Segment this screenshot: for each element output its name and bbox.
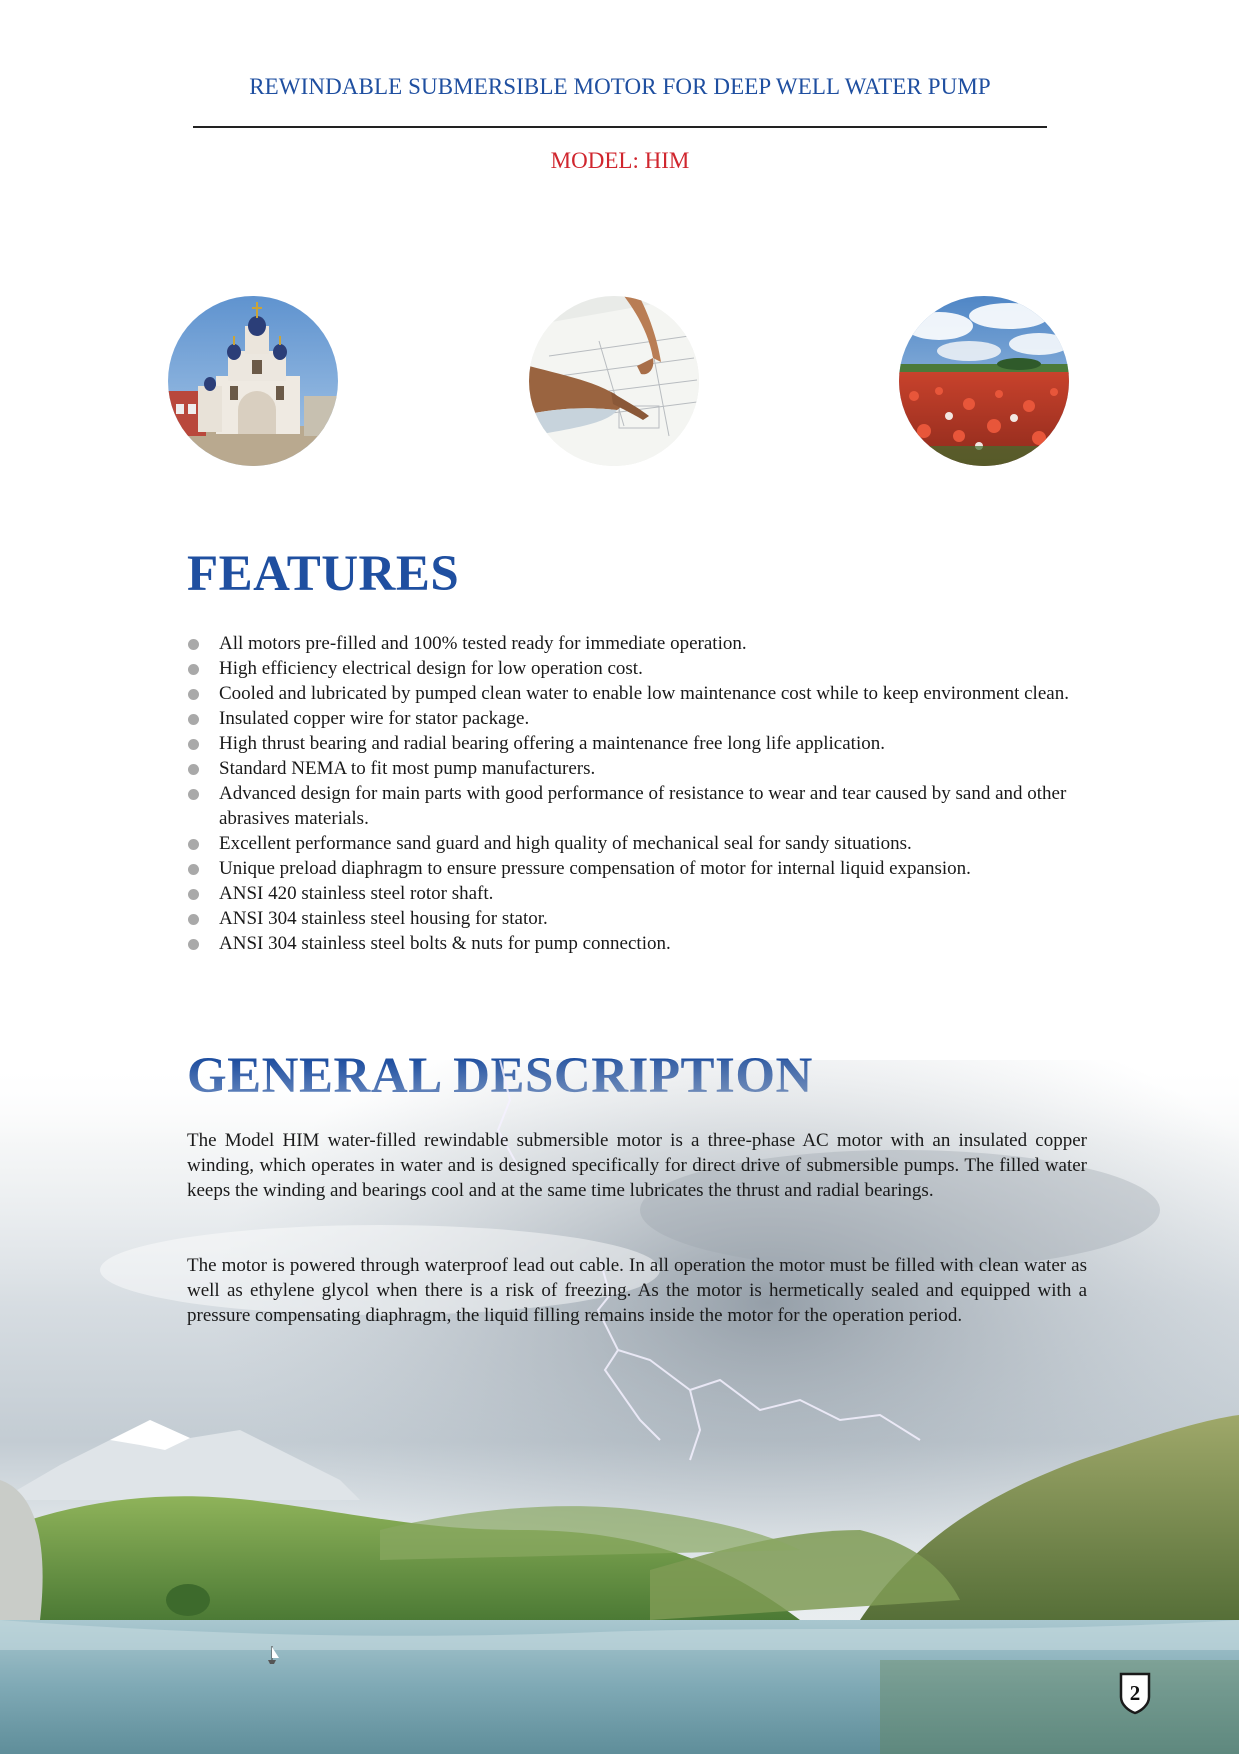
list-item: Unique preload diaphragm to ensure pressure compensation of motor for internal liquid expansion. — [187, 856, 1087, 881]
page-number: 2 — [1129, 1681, 1141, 1705]
description-paragraph-1: The Model HIM water-filled rewindable submersible motor is a three-phase AC motor with an insulated copper winding, which operates in water and is designed specifically for direct drive of submersible pumps. The filled water keeps the winding and bearings cool and at the same time lubricates the thrust and radial bearings. — [187, 1130, 1087, 1201]
list-item: ANSI 420 stainless steel rotor shaft. — [187, 881, 1087, 906]
hands-blueprint-photo — [529, 296, 699, 466]
features-list — [187, 631, 1087, 956]
list-item: ANSI 304 stainless steel bolts & nuts for pump connection. — [187, 931, 1087, 956]
description-paragraph-2: The motor is powered through waterproof lead out cable. In all operation the motor must be filled with clean water as well as ethylene glycol when there is a risk of freezing. As the motor is hermetically sealed and equipped with a pressure compensating diaphragm, the liquid filling remains inside the motor for the operation period. — [187, 1255, 1087, 1326]
list-item: High thrust bearing and radial bearing offering a maintenance free long life application. — [187, 731, 1087, 756]
list-item: Insulated copper wire for stator package. — [187, 706, 1087, 731]
list-item: ANSI 304 stainless steel housing for stator. — [187, 906, 1087, 931]
document-title: REWINDABLE SUBMERSIBLE MOTOR FOR DEEP WELL WATER PUMP — [249, 74, 991, 99]
model-label: MODEL: HIM — [550, 148, 690, 173]
list-item: High efficiency electrical design for low operation cost. — [187, 656, 1087, 681]
features-heading: FEATURES — [187, 546, 460, 602]
church-photo — [168, 296, 338, 466]
list-item: Cooled and lubricated by pumped clean water to enable low maintenance cost while to keep environment clean. — [187, 681, 1087, 706]
title-divider — [193, 126, 1047, 128]
list-item: Excellent performance sand guard and high quality of mechanical seal for sandy situations. — [187, 831, 1087, 856]
list-item: Advanced design for main parts with good performance of resistance to wear and tear caused by sand and other abrasives materials. — [187, 781, 1087, 831]
list-item: Standard NEMA to fit most pump manufacturers. — [187, 756, 1087, 781]
flower-field-photo — [899, 296, 1069, 466]
list-item: All motors pre-filled and 100% tested ready for immediate operation. — [187, 631, 1087, 656]
